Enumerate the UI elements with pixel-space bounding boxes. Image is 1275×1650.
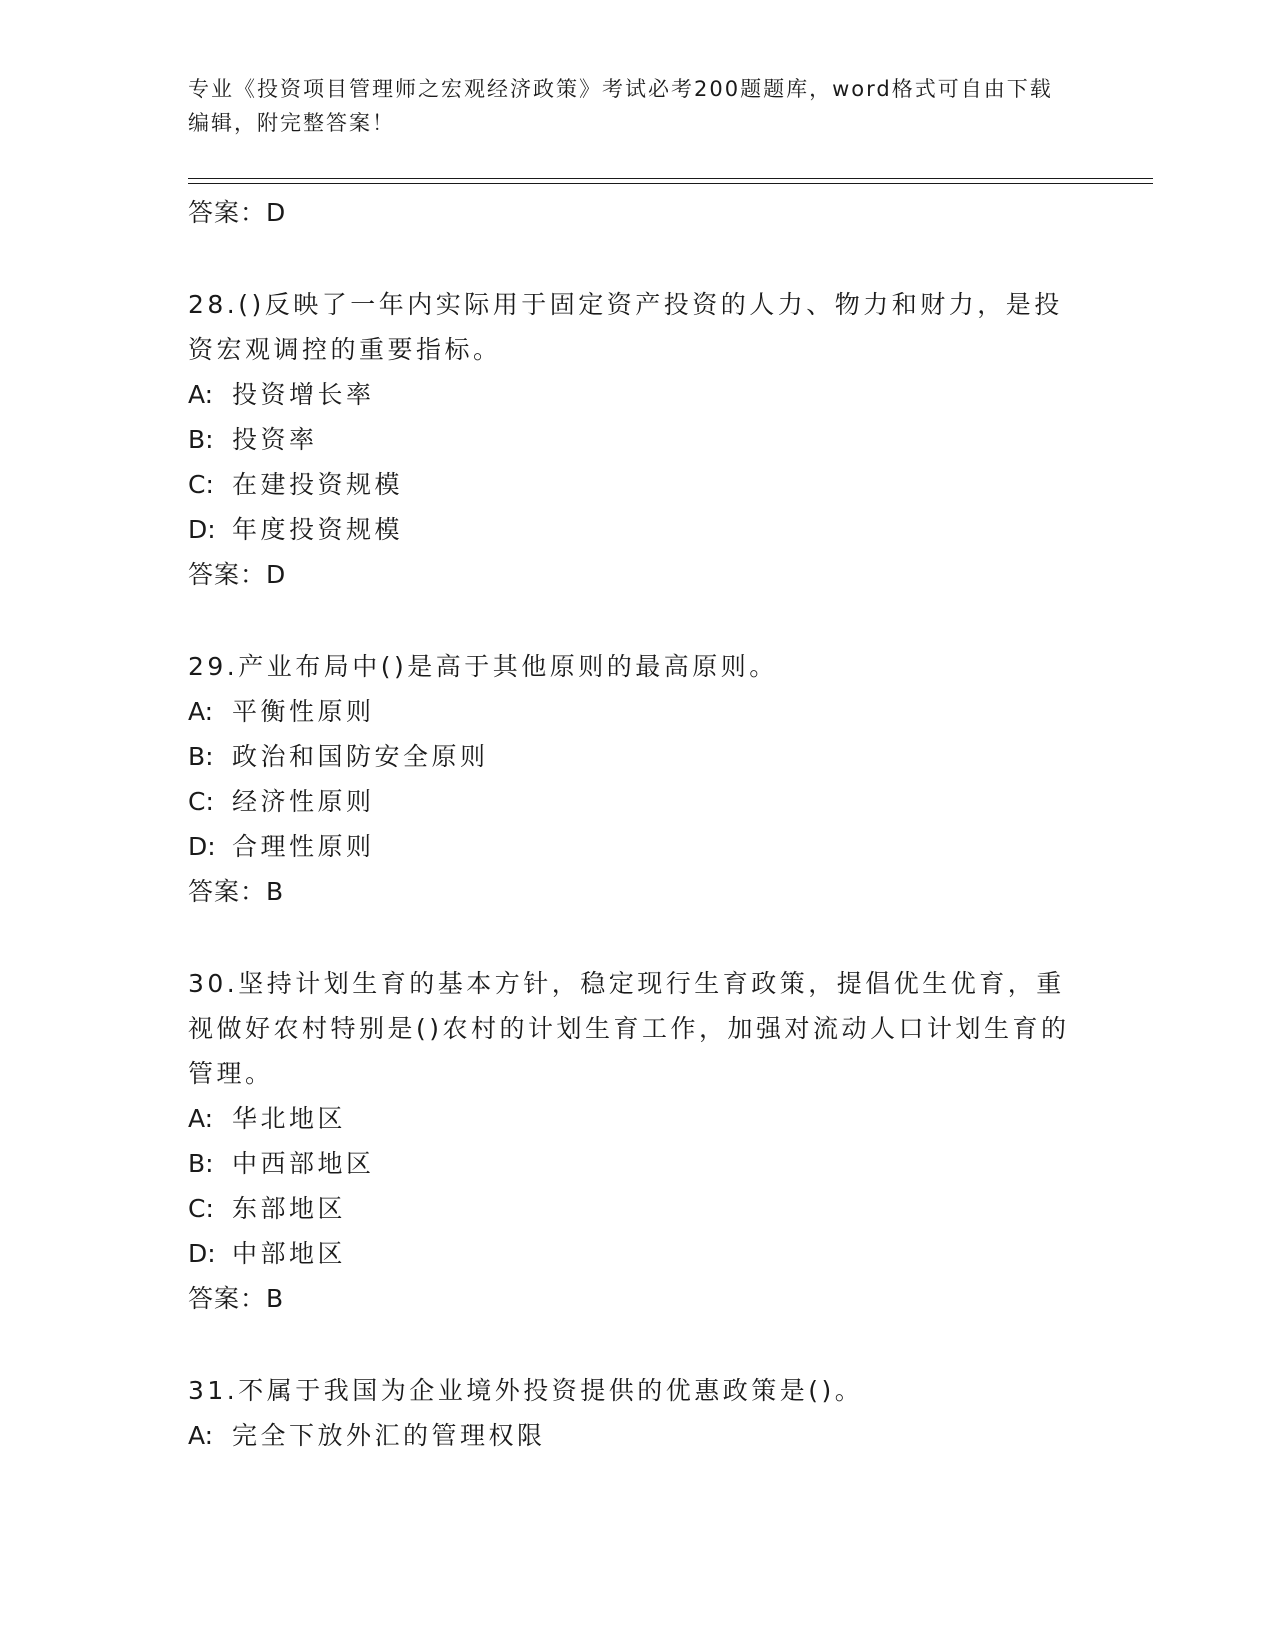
question-block (188, 282, 1088, 598)
option-label: C: (188, 1194, 214, 1223)
question-block (188, 961, 1088, 1322)
option-a (188, 372, 1088, 417)
option-a (188, 689, 1088, 734)
option-text: 政治和国防安全原则 (232, 742, 489, 771)
option-b (188, 1141, 1088, 1186)
option-a (188, 1096, 1088, 1141)
option-text: 年度投资规模 (232, 515, 404, 544)
option-label: D: (188, 832, 216, 861)
option-text: 合理性原则 (232, 832, 375, 861)
option-label: D: (188, 1239, 216, 1268)
question-text: 28.()反映了一年内实际用于固定资产投资的人力、物力和财力，是投资宏观调控的重要指标。 (188, 290, 1063, 364)
answer-line: 答案：D (188, 560, 287, 589)
option-text: 东部地区 (232, 1194, 347, 1223)
option-text: 在建投资规模 (232, 470, 404, 499)
option-label: D: (188, 515, 216, 544)
answer-line: 答案：B (188, 877, 285, 906)
option-label: B: (188, 1149, 214, 1178)
option-label: C: (188, 787, 214, 816)
question-text: 29.产业布局中()是高于其他原则的最高原则。 (188, 652, 778, 681)
option-label: A: (188, 697, 214, 726)
option-label: B: (188, 742, 214, 771)
option-text: 完全下放外汇的管理权限 (232, 1421, 546, 1450)
answer-line: 答案：D (188, 198, 287, 227)
question-text: 30.坚持计划生育的基本方针，稳定现行生育政策，提倡优生优育，重视做好农村特别是()农村的计划生育工作，加强对流动人口计划生育的管理。 (188, 969, 1070, 1088)
option-text: 投资率 (232, 425, 318, 454)
option-d (188, 507, 1088, 552)
header-rule-top (188, 178, 1153, 179)
option-a (188, 1413, 1088, 1458)
answer-line: 答案：B (188, 1284, 285, 1313)
option-d (188, 1231, 1088, 1276)
question-block (188, 644, 1088, 915)
option-c (188, 779, 1088, 824)
header-rule-bottom (188, 183, 1153, 184)
option-text: 中部地区 (232, 1239, 347, 1268)
option-b (188, 734, 1088, 779)
option-c (188, 462, 1088, 507)
option-text: 平衡性原则 (232, 697, 375, 726)
option-b (188, 417, 1088, 462)
document-header: 专业《投资项目管理师之宏观经济政策》考试必考200题题库，word格式可自由下载编辑，附完整答案！ (188, 77, 1053, 135)
option-label: A: (188, 380, 214, 409)
option-text: 投资增长率 (232, 380, 375, 409)
question-block (188, 1368, 1088, 1458)
option-text: 中西部地区 (232, 1149, 375, 1178)
option-label: A: (188, 1421, 214, 1450)
option-c (188, 1186, 1088, 1231)
question-text: 31.不属于我国为企业境外投资提供的优惠政策是()。 (188, 1376, 864, 1405)
document-body (188, 190, 1088, 1458)
option-label: C: (188, 470, 214, 499)
option-text: 华北地区 (232, 1104, 347, 1133)
option-label: B: (188, 425, 214, 454)
option-d (188, 824, 1088, 869)
option-text: 经济性原则 (232, 787, 375, 816)
option-label: A: (188, 1104, 214, 1133)
